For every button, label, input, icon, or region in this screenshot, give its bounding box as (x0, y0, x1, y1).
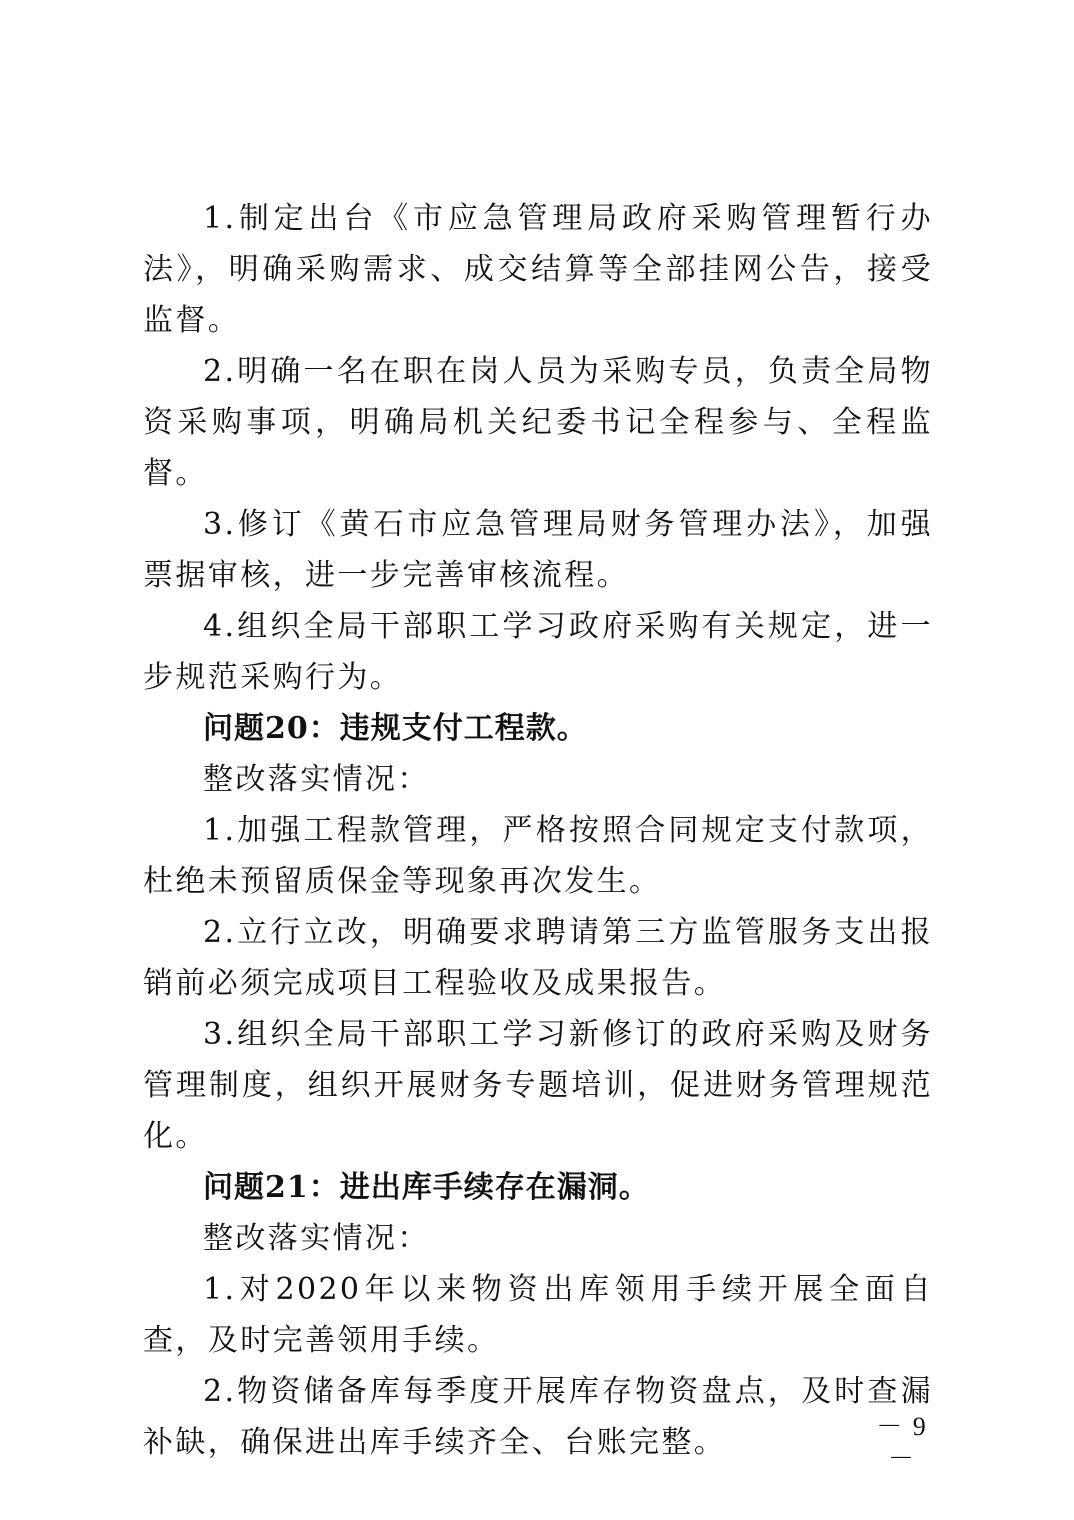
rectification-label-21: 整改落实情况： (203, 1221, 430, 1256)
page-number: － 9 － (876, 1412, 928, 1473)
item-finance-revision: 3.修订《黄石市应急管理局财务管理办法》，加强票据审核，进一步完善审核流程。 (143, 507, 933, 593)
issue-20-heading: 问题20：违规支付工程款。 (203, 711, 588, 746)
item-procurement-study: 4.组织全局干部职工学习政府采购有关规定，进一步规范采购行为。 (143, 609, 933, 695)
rectification-label-20: 整改落实情况： (203, 762, 430, 797)
document-body (143, 193, 933, 1468)
issue-20-item-3: 3.组织全局干部职工学习新修订的政府采购及财务管理制度，组织开展财务专题培训，促进财务管理规范化。 (143, 1017, 933, 1154)
item-procurement-measures: 1.制定出台《市应急管理局政府采购管理暂行办法》，明确采购需求、成交结算等全部挂网公告，接受监督。 (143, 201, 933, 338)
item-procurement-specialist: 2.明确一名在职在岗人员为采购专员，负责全局物资采购事项，明确局机关纪委书记全程参与、全程监督。 (143, 354, 933, 491)
issue-21-item-2: 2.物资储备库每季度开展库存物资盘点，及时查漏补缺，确保进出库手续齐全、台账完整。 (143, 1374, 933, 1460)
issue-21-item-1: 1.对2020年以来物资出库领用手续开展全面自查，及时完善领用手续。 (143, 1272, 933, 1358)
issue-21-heading: 问题21：进出库手续存在漏洞。 (203, 1170, 650, 1205)
issue-20-item-1: 1.加强工程款管理，严格按照合同规定支付款项，杜绝未预留质保金等现象再次发生。 (143, 813, 933, 899)
issue-20-item-2: 2.立行立改，明确要求聘请第三方监管服务支出报销前必须完成项目工程验收及成果报告。 (143, 915, 933, 1001)
